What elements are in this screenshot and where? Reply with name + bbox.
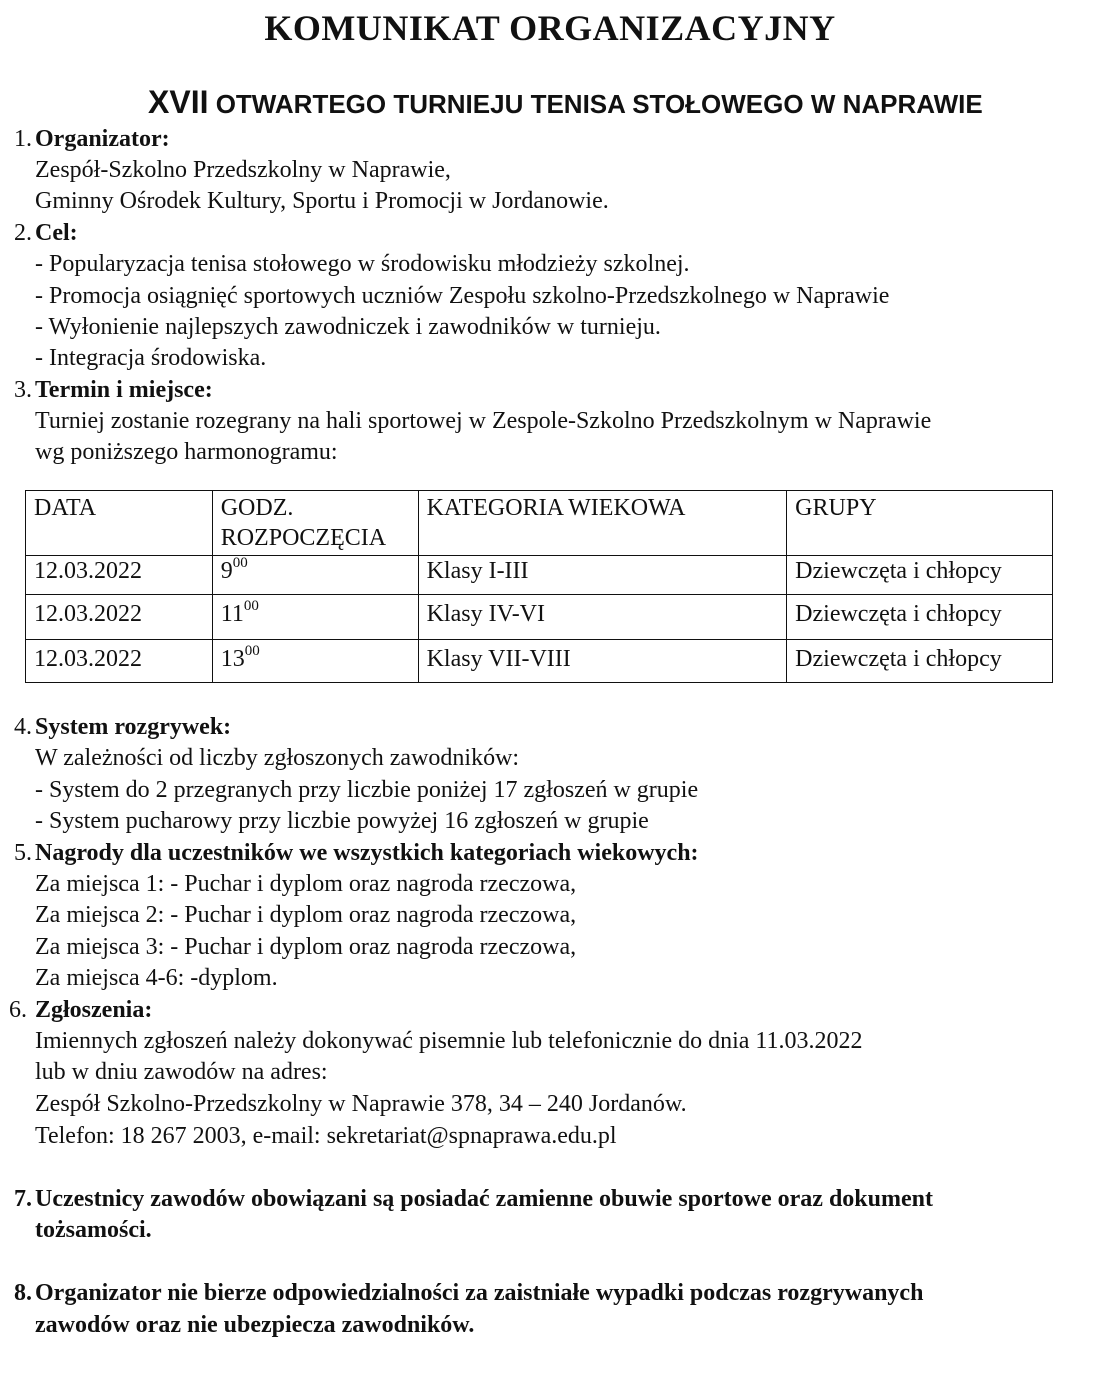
cell-group: Dziewczęta i chłopcy: [787, 556, 1053, 595]
section-1-heading: Organizator:: [35, 126, 170, 152]
subtitle-numeral: XVII: [148, 84, 209, 120]
subtitle-text: OTWARTEGO TURNIEJU TENISA STOŁOWEGO W NAPRAWIE: [208, 89, 983, 119]
section-2-number: 2.: [14, 220, 32, 246]
section-4-line: - System do 2 przegranych przy liczbie poniżej 17 zgłoszeń w grupie: [35, 777, 699, 803]
section-1-line: Gminny Ośrodek Kultury, Sportu i Promocji w Jordanowie.: [35, 188, 609, 214]
section-4-number: 4.: [14, 714, 32, 740]
section-4-line: W zależności od liczby zgłoszonych zawodników:: [35, 745, 520, 771]
cell-time-hour: 13: [220, 646, 245, 672]
cell-time-minutes: 00: [244, 643, 260, 659]
section-3-line: wg poniższego harmonogramu:: [35, 439, 338, 465]
section-2-line: - Wyłonienie najlepszych zawodniczek i zawodników w turnieju.: [35, 314, 661, 340]
section-8-line: Organizator nie bierze odpowiedzialności za zaistniałe wypadki podczas rozgrywanych: [35, 1280, 924, 1306]
section-7-number: 7.: [14, 1186, 32, 1212]
section-6-line: Telefon: 18 267 2003, e-mail: sekretariat@spnaprawa.edu.pl: [35, 1123, 617, 1149]
cell-category: Klasy I-III: [418, 556, 787, 595]
section-6-line: lub w dniu zawodów na adres:: [35, 1059, 328, 1085]
cell-time-hour: 11: [220, 601, 244, 627]
cell-time: [212, 640, 418, 683]
section-2-line: - Popularyzacja tenisa stołowego w środowisku młodzieży szkolnej.: [35, 251, 690, 277]
section-1-line: Zespół-Szkolno Przedszkolny w Naprawie,: [35, 157, 451, 183]
header-start-time: [212, 491, 418, 556]
schedule-table: [25, 490, 1053, 683]
section-7-line: Uczestnicy zawodów obowiązani są posiadać zamienne obuwie sportowe oraz dokument: [35, 1186, 933, 1212]
section-5-line: Za miejsca 3: - Puchar i dyplom oraz nagroda rzeczowa,: [35, 934, 577, 960]
cell-date: 12.03.2022: [26, 556, 213, 595]
section-2-line: - Promocja osiągnięć sportowych uczniów Zespołu szkolno-Przedszkolnego w Naprawie: [35, 283, 890, 309]
section-5-line: Za miejsca 1: - Puchar i dyplom oraz nagroda rzeczowa,: [35, 871, 577, 897]
header-start-time-line1: GODZ.: [220, 495, 294, 521]
document-subtitle: [148, 85, 983, 121]
section-5-line: Za miejsca 4-6: -dyplom.: [35, 965, 278, 991]
cell-date: 12.03.2022: [26, 640, 213, 683]
section-4-heading: System rozgrywek:: [35, 714, 232, 740]
section-3-line: Turniej zostanie rozegrany na hali sportowej w Zespole-Szkolno Przedszkolnym w Naprawie: [35, 408, 932, 434]
cell-group: Dziewczęta i chłopcy: [787, 640, 1053, 683]
section-8-number: 8.: [14, 1280, 32, 1306]
cell-time-minutes: 00: [243, 598, 259, 614]
table-row: [26, 595, 1053, 640]
cell-category: Klasy VII-VIII: [418, 640, 787, 683]
section-3-heading: Termin i miejsce:: [35, 377, 213, 403]
section-4-line: - System pucharowy przy liczbie powyżej 16 zgłoszeń w grupie: [35, 808, 649, 834]
cell-time: [212, 595, 418, 640]
cell-group: Dziewczęta i chłopcy: [787, 595, 1053, 640]
header-date: DATA: [26, 491, 213, 556]
section-2-heading: Cel:: [35, 220, 78, 246]
section-5-number: 5.: [14, 840, 32, 866]
section-7-line: tożsamości.: [35, 1217, 152, 1243]
table-header-row: [26, 491, 1053, 556]
header-groups: GRUPY: [787, 491, 1053, 556]
cell-date: 12.03.2022: [26, 595, 213, 640]
table-row: [26, 556, 1053, 595]
section-5-heading: Nagrody dla uczestników we wszystkich kategoriach wiekowych:: [35, 840, 699, 866]
section-8-line: zawodów oraz nie ubezpiecza zawodników.: [35, 1312, 475, 1338]
section-6-line: Imiennych zgłoszeń należy dokonywać pisemnie lub telefonicznie do dnia 11.03.2022: [35, 1028, 863, 1054]
section-1-number: 1.: [14, 126, 32, 152]
cell-category: Klasy IV-VI: [418, 595, 787, 640]
cell-time-hour: 9: [220, 558, 233, 584]
cell-time: [212, 556, 418, 595]
cell-time-minutes: 00: [232, 555, 248, 571]
section-6-line: Zespół Szkolno-Przedszkolny w Naprawie 378, 34 – 240 Jordanów.: [35, 1091, 687, 1117]
header-category: KATEGORIA WIEKOWA: [418, 491, 787, 556]
section-3-number: 3.: [14, 377, 32, 403]
header-start-time-line2: ROZPOCZĘCIA: [220, 525, 387, 551]
section-6-number: 6.: [9, 997, 27, 1023]
section-2-line: - Integracja środowiska.: [35, 345, 267, 371]
document-title: KOMUNIKAT ORGANIZACYJNY: [264, 8, 836, 48]
table-row: [26, 640, 1053, 683]
section-6-heading: Zgłoszenia:: [35, 997, 153, 1023]
section-5-line: Za miejsca 2: - Puchar i dyplom oraz nagroda rzeczowa,: [35, 902, 577, 928]
